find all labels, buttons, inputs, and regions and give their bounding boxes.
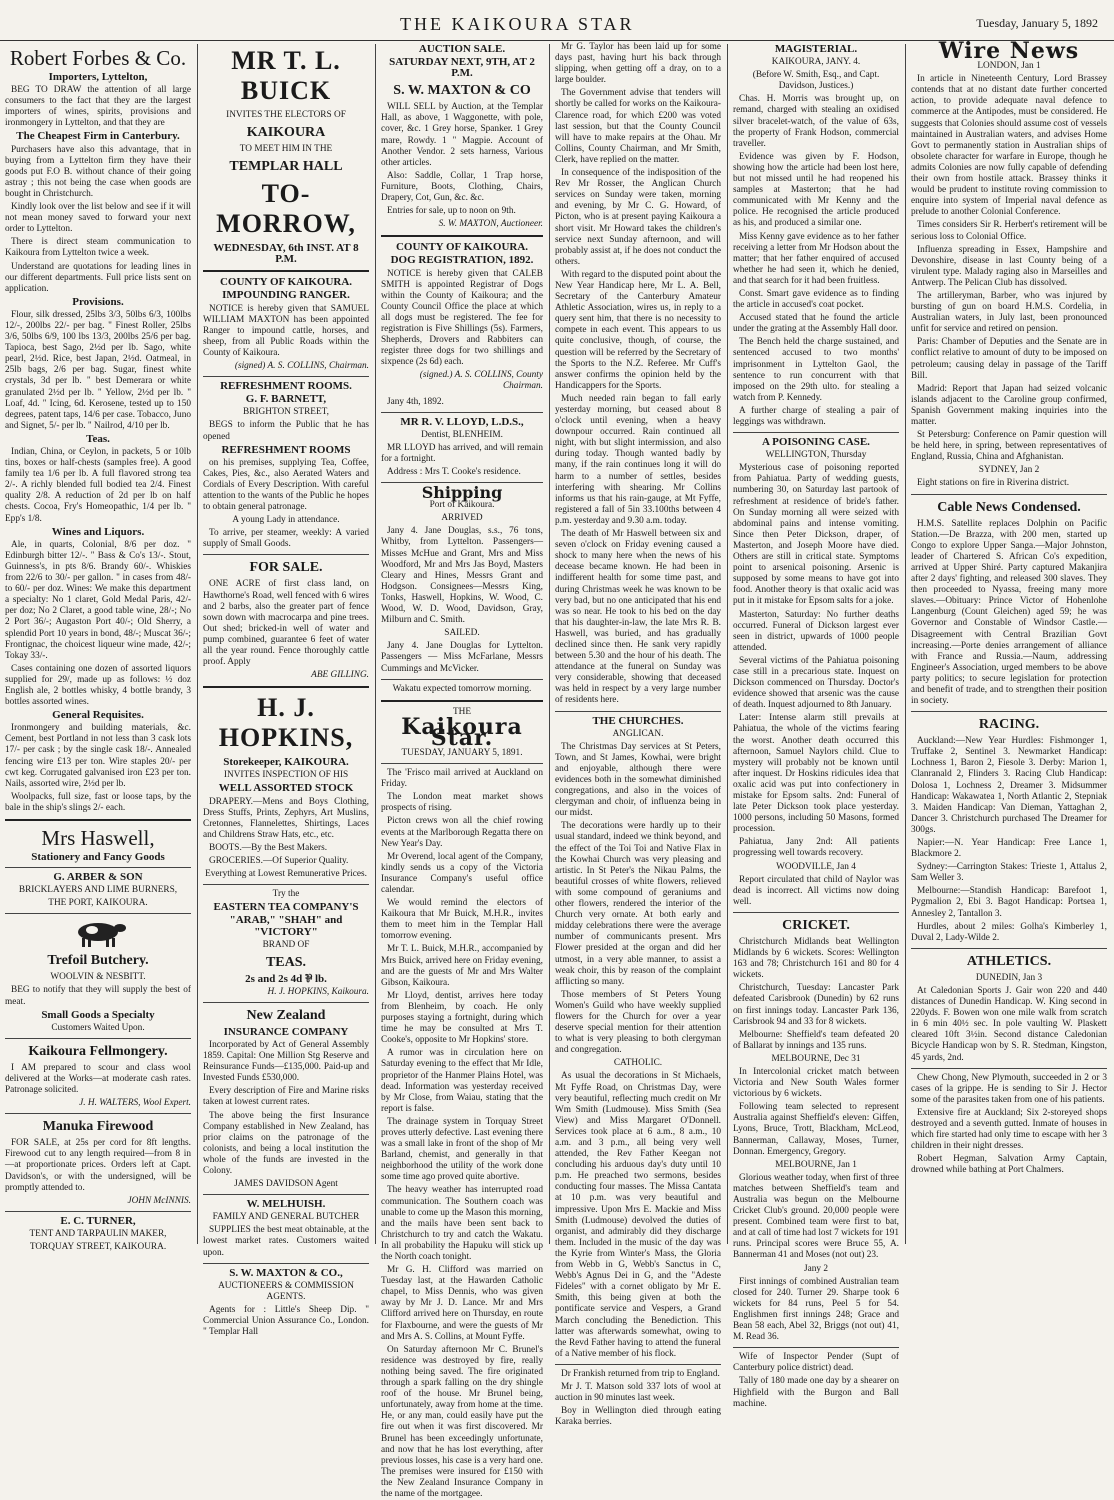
- poisoning-text: Several victims of the Pahiatua poisoning case still in a precarious state. Inquest on Dickson commenced on Thursday. Doctor's evidence showed that arsenic was the cause of death. Inquest adjourned to 8th January.: [733, 655, 899, 711]
- poisoning-subtitle: WELLINGTON, Thursday: [765, 450, 867, 461]
- ad-hopkins-heading: WELL ASSORTED STOCK: [218, 782, 354, 795]
- ad-forbes-heading: The Cheapest Firm in Canterbury.: [16, 130, 180, 143]
- wire-news-item: Madrid: Report that Japan had seized volcanic islands adjacent to the Caroline group confirmed, Spanish Government making inquiries into the matter.: [911, 383, 1107, 427]
- divider: [555, 1364, 721, 1365]
- divider: [381, 412, 543, 413]
- ad-buick-text: INVITES THE ELECTORS OF: [226, 110, 346, 120]
- ad-buick-place: KAIKOURA: [246, 125, 326, 141]
- news-item: The 'Frisco mail arrived at Auckland on Friday.: [381, 768, 543, 790]
- athletics-dateline: DUNEDIN, Jan 3: [975, 972, 1043, 983]
- magisterial-title: MAGISTERIAL.: [774, 43, 858, 55]
- ad-forbes-title: Robert Forbes & Co.: [9, 46, 187, 70]
- paper-title-the: THE: [452, 706, 472, 717]
- county-notice-title: COUNTY OF KAIKOURA.: [219, 276, 353, 289]
- divider: [203, 270, 369, 272]
- divider: [5, 913, 191, 914]
- cricket-dateline: Jany 2: [803, 1263, 828, 1274]
- poisoning-text: Pahiatua, Jany 2nd: All patients progressing well towards recovery.: [733, 837, 899, 859]
- column-4: [550, 42, 726, 1428]
- ad-fellmongery-text: I AM prepared to scour and class wool delivered at the Works—at moderate cash rates. Patronage solicited.: [5, 1062, 191, 1096]
- ad-turner-text: TORQUAY STREET, KAIKOURA.: [29, 1241, 167, 1252]
- ad-tea-heading: TEAS.: [265, 954, 307, 970]
- ad-hopkins-text: BOOTS.—By the Best Makers.: [209, 842, 328, 853]
- ad-refresh-text: on his premises, supplying Tea, Coffee, Cakes, Pies, &c., also Aerated Waters and Cordials of Every Description. With careful attention to the wants of the Public he hopes to obtain general patronage.: [203, 457, 369, 513]
- magisterial-text: Chas. H. Morris was brought up, on remand, charged with stealing an oxidised silver bracelet-watch, of the value of 63s, the property of Frank Hodson, commercial traveller.: [733, 94, 899, 149]
- dog-notice-date: Jany 4th, 1892.: [387, 396, 444, 407]
- dog-notice-text: NOTICE is hereby given that CALEB SMITH is appointed Registrar of Dogs within the County of Kaikoura; and the County Council Office the place at which all dogs must be registered. The fee for registration is Five Shillings (5s). Farmers, Shepherds, Drovers and Rabbiters can register three dogs for two shillings and sixpence (2s 6d) each.: [381, 268, 543, 368]
- ad-maxton-title: S. W. MAXTON & CO.,: [229, 1266, 343, 1279]
- cricket-text: First innings of combined Australian team closed for 240. Turner 29. Sharpe took 6 wickets for 84 runs, Peel 5 for 54. Englishmen first innings 248; Grace and Bean 58 each, Abel 32, Briggs (not out) 41, M. Read 36.: [733, 1276, 899, 1343]
- divider: [5, 867, 191, 868]
- auction-auctioneer: S. W. MAXTON & CO: [393, 83, 531, 99]
- news-item: In consequence of the indisposition of the Rev Mr Rosser, the Anglican Church services on Sunday were taken, morning and evening, by Mr C. G. Howard, of Picton, who is at present paying Kaikoura a short visit. Mr Howard takes the children's service next Sunday afternoon, and will probably assist at, if he does not conduct the others.: [555, 168, 721, 267]
- ad-trefoil-text: Customers Waited Upon.: [51, 1022, 145, 1033]
- cable-news-title: Cable News Condensed.: [937, 499, 1081, 515]
- cricket-text: Glorious weather today, when first of three matches between Sheffield's team and Australia was begun on the Melbourne Cricket Club's ground. 20,000 people were present. Combined team were first to bat, and at call of time had lost 7 wickets for 191 runs. Principal scores were Bruce 55, A. Bannerman 41 and Moses (not out) 23.: [733, 1172, 899, 1261]
- churches-title: THE CHURCHES.: [592, 714, 684, 727]
- column-6: [906, 38, 1112, 1247]
- cricket-title: CRICKET.: [782, 917, 850, 933]
- ad-insurance-text: Every description of Fire and Marine risks taken at lowest current rates.: [203, 1086, 369, 1108]
- ad-sale-signature: ABE GILLING.: [311, 670, 369, 681]
- ad-tea-signature: H. J. HOPKINS, Kaikoura.: [267, 986, 369, 997]
- ad-forbes-price-list: Ale, in quarts, Colonial, 8/6 per doz. " Edinburgh bitter 12/-. " Bass & Co's 13/-. Stout, Guinness's, in pts 8/6. Brandy 60/-. Whiskies from 22/6 to 30/- per gallon. " in cases from 48/- to 60/- per doz. Wines: We make this department a specialty: No 1 claret, Gold Medal Paris, 42/- per doz; No 2 Claret, a good table wine, 28/-; No 2 Port 36/-; Augaston Port 40/-; Old Sherry, a splendid Port 10 years in bond, 48/-; Muscat 36/-; Frontignac, the choicest liqueur wine made, 42/-; Tokay 33/-.: [5, 539, 191, 661]
- racing-text: Sydney:—Carrington Stakes: Trieste 1, Attalus 2, Sam Weller 3.: [911, 862, 1107, 884]
- cricket-text: Christchurch, Tuesday: Lancaster Park defeated Carisbrook (Dunedin) by 62 runs on first innings today. Lancaster Park 136, Carisbrook 94 and 33 for 8 wickets.: [733, 983, 899, 1027]
- wire-news-item: Paris: Chamber of Deputies and the Senate are in conflict relative to amount of duty to be imposed on petroleum; causing delay in passage of the Tariff Bill.: [911, 337, 1107, 381]
- masthead: [0, 0, 1114, 41]
- divider: [911, 494, 1107, 495]
- ad-buick-text: TO MEET HIM IN THE: [239, 144, 333, 155]
- ad-trefoil-heading: Small Goods a Specialty: [41, 1008, 155, 1021]
- cable-news-text: H.M.S. Satellite replaces Dolphin on Pacific Station.—De Brazza, with 200 men, started up Congo to explore Upper Sanga.—Major Johnston, leader of Chartered S. African Co's expedition, arrived at Upper Shiré. Party captured Makanjira after 2 days' fighting, and released 300 slaves. They then proceeded to Nyassa, freeing many more slaves.—Obituary: Prince Victor of Hohenlohe Langenburg (Count Gleichen) aged 59; he was Governor and Constable of Windsor Castle.—Disagreement with Central Brazilian Govt increasing.—Porte denies arrangement of alliance with France and Russia.—Naum, addressing Engineer's Association, urged members to be above party politics; to secure legislation for protection and benefit of trade, and to strengthen their position in society.: [911, 518, 1107, 707]
- news-item: Dr Frankish returned from trip to England.: [561, 1368, 720, 1379]
- news-item: We would remind the electors of Kaikoura that Mr Buick, M.H.R., invites them to meet him in the Templar Hall tomorrow evening.: [381, 898, 543, 942]
- magisterial-text: Const. Smart gave evidence as to finding the article in accused's coat pocket.: [733, 288, 899, 311]
- county-notice-subtitle: IMPOUNDING RANGER.: [222, 289, 350, 302]
- divider: [733, 912, 899, 913]
- cricket-text: Christchurch Midlands beat Wellington Midlands by 6 wickets. Scores: Wellington 163 and 78; Christchurch 161 and 80 for 4 wickets.: [733, 936, 899, 981]
- ad-forbes-price-list: Ironmongery and building materials, &c. Cement, best Portland in not less than 3 cask lots 17/- per cask ; by the single cask 18/-. Annealed fencing wire £13 per ton. Wire staples 20/- per cwt keg. Corrugated galvanised iron £23 per ton. Nails, assorted wire, 2½d per lb.: [5, 723, 191, 789]
- ad-tea-brands: "ARAB," "SHAH" and "VICTORY": [229, 914, 343, 938]
- news-item: Tally of 180 made one day by a shearer on Highfield with the Burgon and Ball machine.: [733, 1376, 899, 1409]
- news-item: With regard to the disputed point about the New Year Handicap here, Mr L. A. Bell, Secretary of the Canterbury Amateur Athletic Association, wires us, in reply to a query sent him, that there is no necessity to compete in each event. This appears to us quite conclusive, though, of course, the question will be referred by the Secretary of the Sports to the N.Z. Referee. Mr Cuff's answer confirms the opinion held by the Handicappers for the Sports.: [555, 269, 721, 391]
- ad-refresh-text: A young Lady in attendance.: [232, 515, 340, 526]
- wire-news-dateline: SYDNEY, Jan 2: [978, 465, 1040, 476]
- wire-news-title: Wire News: [938, 38, 1080, 64]
- cow-illustration: [68, 918, 128, 948]
- wire-news-item: In article in Nineteenth Century, Lord Brassey contends that at no distant date further concerted action, to provide adequate naval defence to commerce at the Antipodes, must be considered. He suggests that Colonies should assume cost of vessels maintained in Australian waters, and advises Home Govt to permanently station in Australian ships of obsolete character for warfare in Europe, though he admits Colonies are now fully capable of defending their own from hostile attack. Brassey thinks it would be prudent to institute roving commission to enquire into system of Imperial naval defence as prelude to another Colonial Conference.: [911, 74, 1107, 218]
- shipping-subtitle: Port of Kaikoura.: [429, 500, 495, 511]
- cricket-dateline: MELBOURNE, Dec 31: [771, 1053, 861, 1064]
- ad-hopkins-text: DRAPERY.—Mens and Boys Clothing, Dress Stuffs, Prints, Zephyrs, Art Muslins, Cretonnes, Flannelettes, Shirtings, Laces and Childrens Straw Hats, etc., etc.: [203, 796, 369, 840]
- auction-title: AUCTION SALE.: [418, 43, 506, 55]
- ad-firewood-text: FOR SALE, at 25s per cord for 8ft lengths. Firewood cut to any length required—from 8 in —at proportionate prices. Orders left at Capt. Davidson's, or with the undersigned, will be promptly attended to.: [5, 1138, 191, 1193]
- ad-lloyd-text: MR LLOYD has arrived, and will remain for a fortnight.: [381, 442, 543, 464]
- news-item: The London meat market shows prospects of rising.: [381, 792, 543, 814]
- shipping-note: Wakatu expected tomorrow morning.: [392, 683, 532, 694]
- divider: [381, 679, 543, 680]
- news-item: The heavy weather has interrupted road communication. The Southern coach was unable to come up the Mason this morning, and the mails have been sent back to Christchurch to try and catch the Wakatu. In all probability the Hapuku will stick up the North coach tonight.: [381, 1185, 543, 1262]
- news-item: Mr Overend, local agent of the Company, kindly sends us a copy of the Victoria Insurance Company's useful office calendar.: [381, 851, 543, 895]
- news-item: Picton crews won all the chief rowing events at the Marlborough Regatta there on New Year's Day.: [381, 816, 543, 849]
- shipping-heading: SAILED.: [444, 628, 480, 639]
- churches-text: As usual the decorations in St Michaels, Mt Fyffe Road, on Christmas Day, were very beautiful, reflecting much credit on Mr Wm Smith (Ludmouse). Miss Smith (Sea View) and Miss Margaret O'Donnell. Services took place at 6 a.m., 8 a.m., 10 a.m. and 3 p.m., all being very well attended, the Rev Father Keegan not concluding his arduous day's duty until 10 p.m. He preached two sermons, besides conducting four masses. The Missa Cantata at 10 p.m. was very beautiful and impressive. Upon Mrs E. Mackie and Miss Smith (Ludmouse) devolved the duties of organist, and admirably did they discharge them. Included in the music of the day was the Kyrie from Winter's Mass, the Gloria from Webb in G, Webb's Sanctus in C, Webb's Agnus Dei in G, and the "Adeste Fideles" with a cornet obligato by Mr E. Smith, this being given at both the pontificate service and Vespers, a Grand March concluding the Benediction. This latter was afterwards somewhat, owing to the Revd Father having to attend the funeral of a Native member of his flock.: [555, 1071, 721, 1359]
- ad-tea-text: BRAND OF: [262, 939, 310, 950]
- ad-arber-text: THE PORT, KAIKOURA.: [48, 898, 148, 909]
- ad-fellmongery-title: Kaikoura Fellmongery.: [28, 1043, 168, 1059]
- divider: [203, 554, 369, 555]
- shipping-text: Jany 4. Jane Douglas for Lyttelton. Passengers — Miss McFarlane, Messrs Cummings and McVicker.: [381, 641, 543, 674]
- ad-insurance-title: New Zealand: [246, 1007, 326, 1023]
- racing-text: Hurdles, about 2 miles: Golha's Kimberley 1, Duval 2, Lady-Wilde 2.: [911, 921, 1107, 943]
- divider: [203, 686, 369, 688]
- ad-buick-hall: TEMPLAR HALL: [229, 159, 343, 175]
- poisoning-text: Later: Intense alarm still prevails at Pahiatua, the whole of the victims fearing the worst. Another death occurred this afternoon, Samuel Naylors child. Clue to mystery will probably not be known until after inquest. Dr Hoskins ridicules idea that oxalic acid was put into confectionery in mistake for Epsom salts. 2nd: Funeral of late Peter Dickson took place yesterday. 1000 persons, including 50 Masons, formed procession.: [733, 713, 899, 835]
- ad-forbes-price-list: Flour, silk dressed, 25lbs 3/3, 50lbs 6/3, 100lbs 12/-, 200lbs 22/- per bag. " Finest Roller, 25lbs 3/6, 50lbs 6/9, 100 lbs 13/3, 200lbs 25/6 per bag. Tapioca, best Sago, 2½d per lb. Sago, white pearl, 2½d. Rice, best Japan, 2½d. Oatmeal, in 25lb bags, 2/6 per bag. Sugar, finest white crystals, 3d per lb. " best Demerara or white granulated 2½d per lb. " Yellow, 2½d per lb. " Loaf, 4d. " Icing, 6d. Kerosene, tested up to 150 degrees, patent taps, 14/6 per case. Tobacco, Juno and Signet, 5/- per lb. " Nailrod, 4/10 per lb.: [5, 309, 191, 431]
- ad-forbes-subtitle: Importers, Lyttelton,: [48, 71, 148, 83]
- ad-tea-company: EASTERN TEA COMPANY'S: [213, 901, 359, 914]
- poisoning-dateline: WOODVILLE, Jan 4: [776, 861, 856, 872]
- ad-lloyd-subtitle: Dentist, BLENHEIM.: [421, 429, 503, 440]
- news-item: Robert Hegman, Salvation Army Captain, drowned while bathing at Port Chalmers.: [911, 1154, 1107, 1176]
- poisoning-text: Report circulated that child of Naylor was dead is incorrect. All victims now doing well.: [733, 874, 899, 907]
- column-1: [0, 42, 196, 1252]
- divider: [203, 884, 369, 885]
- ad-buick-date: WEDNESDAY, 6th INST. AT 8 P.M.: [213, 242, 359, 266]
- wire-news-item: Times considers Sir R. Herbert's retirement will be serious loss to Colonial Office.: [911, 220, 1107, 242]
- poisoning-text: Masterton, Saturday: No further deaths occurred. Funeral of Dickson largest ever seen in district, upwards of 1000 people attended.: [733, 609, 899, 653]
- racing-title: RACING.: [978, 717, 1040, 733]
- ad-refresh-text: BEGS to inform the Public that he has opened: [203, 420, 369, 442]
- news-item: Mr G. Taylor has been laid up for some days past, having hurt his back through slipping, when getting off a dray, on to a large boulder.: [555, 42, 721, 86]
- ad-forbes-text: Understand are quotations for leading lines in our different departments. Full price lists sent on application.: [5, 261, 191, 294]
- poisoning-title: A POISONING CASE.: [762, 436, 870, 449]
- churches-heading: ANGLICAN.: [612, 728, 664, 739]
- magisterial-bench: (Before W. Smith, Esq., and Capt. Davidson, Justices.): [752, 70, 880, 92]
- divider: [911, 711, 1107, 712]
- column-2: [198, 42, 374, 1338]
- ad-hopkins-title: H. J. HOPKINS,: [218, 693, 354, 753]
- ad-buick-title: MR T. L. BUICK: [231, 46, 341, 105]
- ad-turner-title: E. C. TURNER,: [60, 1214, 136, 1227]
- churches-heading: CATHOLIC.: [613, 1058, 663, 1069]
- ad-haswell-title: Mrs Haswell,: [41, 826, 155, 850]
- wire-news-item: St Petersburg: Conference on Pamir question will be held here, in spring, between representatives of England, Russia, China and Afghanistan.: [911, 430, 1107, 463]
- news-item: The death of Mr Haswell between six and seven o'clock on Friday evening caused a shock to many here when the news of his decease became known. He had been in indifferent health for some time past, and during Christmas week he was known to be very bad, but no one anticipated that his end was so near. He took to his bed on the day that his daughter-in-law, the late Mrs R. B. Haswell, was buried, and has gradually declined since then. He sank very rapidly between 5.30 and the hour of his death. The attendance at the funeral on Sunday was very considerable, showing that deceased was held in respect by a very large number of residents here.: [555, 529, 721, 706]
- county-notice-text: NOTICE is hereby given that SAMUEL WILLIAM MAXTON has been appointed Ranger to impound cattle, horses, and sheep, from all Public Roads within the County of Kaikoura.: [203, 303, 369, 358]
- magisterial-text: A further charge of stealing a pair of leggings was withdrawn.: [733, 405, 899, 427]
- wire-news-dateline: LONDON, Jan 1: [977, 61, 1041, 72]
- ad-forbes-text: Cases containing one dozen of assorted liquors supplied for 29/, made up as follows: ½ doz English ale, 2 bottles whisky, 4 bottle brandy, 3 bottles assorted wines.: [5, 663, 191, 708]
- divider: [203, 376, 369, 377]
- news-item: The drainage system in Torquay Street proves utterly defective. Last evening there was a small lake in front of the shop of Mr Barland, chemist, and generally in that neighborhood the utility of the work done some time ago proved quite abortive.: [381, 1116, 543, 1183]
- ad-maxton-text: Agents for : Little's Sheep Dip. " Commercial Union Assurance Co., London. " Templar Hall: [203, 1304, 369, 1338]
- newspaper-title: THE KAIKOURA STAR: [400, 14, 635, 34]
- ad-forbes-heading: Provisions.: [72, 295, 124, 308]
- ad-insurance-text: The above being the first Insurance Company established in New Zealand, has prior claims on the patronage of the colonists, and being a local institution the whole of the funds are invested in the Colony.: [203, 1110, 369, 1176]
- column-3: [376, 42, 548, 1499]
- divider: [381, 763, 543, 764]
- ad-forbes-price-list: Indian, China, or Ceylon, in packets, 5 or 10lb tins, boxes or half-chests (samples free). A good family tea 1/6 per lb. A full flavored strong tea 2/-. A richly blended full bodied tea 2/4. Finest quality 2/8. A reduction of 2d per lb on half chests. Cocoa, Fry's Homeopathic, 1/4 per lb. " Epp's 1/8.: [5, 447, 191, 524]
- ad-lloyd-text: Address : Mrs T. Cooke's residence.: [387, 467, 521, 477]
- news-item: Mr J. T. Matson sold 337 lots of wool at auction in 90 minutes last week.: [555, 1381, 721, 1404]
- ad-insurance-agent: JAMES DAVIDSON Agent: [234, 1179, 338, 1190]
- dog-notice-subtitle: DOG REGISTRATION, 1892.: [390, 254, 534, 267]
- cricket-text: Melbourne: Sheffield's team defeated 20 of Ballarat by innings and 135 runs.: [733, 1029, 899, 1051]
- ad-tea-text: Try the: [272, 889, 300, 900]
- ad-hopkins-text: Everything at Lowest Remunerative Prices.: [205, 869, 367, 880]
- shipping-title: Shipping: [421, 483, 503, 503]
- issue-date: Tuesday, January 5, 1892: [976, 16, 1098, 30]
- cricket-text: Following team selected to represent Australia against Sheffield's eleven: Giffen, Lyons, Bruce, Trott, Blackham, McLeod, Bannerman, Callaway, Moses, Turner, Donnan. Emergency, Gregory.: [733, 1102, 899, 1157]
- ad-refresh-street: BRIGHTON STREET,: [243, 407, 329, 418]
- shipping-text: Jany 4. Jane Douglas, s.s., 76 tons, Whitby, from Lyttelton. Passengers—Misses McHue and Grant, Mrs and Miss Woodford, Mr and Mrs Jas Boyd, Masters Cleary and Hines, Messrs Grant and Hodgson. Consignees—Messrs King, Tonks, Haswell, Hopkins, W. Wood, C. Wood, W. D. Wood, Davidson, Gray, Milburn and C. Smith.: [381, 526, 543, 626]
- ad-buick-when: TO-MORROW,: [216, 179, 356, 239]
- magisterial-subtitle: KAIKOURA, JANY. 4.: [771, 57, 861, 68]
- ad-hopkins-subtitle: Storekeeper, KAIKOURA.: [223, 756, 349, 769]
- ad-turner-text: TENT AND TARPAULIN MAKER,: [29, 1228, 167, 1239]
- news-item: Mr T. L. Buick, M.H.R., accompanied by Mrs Buick, arrived here on Friday evening, and are the guests of Mr and Mrs Walter Gibson, Kaikoura.: [381, 944, 543, 988]
- churches-text: The decorations were hardly up to their usual standard, indeed we think beyond, and the effect of the Toi Toi and Native Flax in the Kowhai Church was very pleasing and artistic. In St Peter's the Nikau Palms, the beautiful crosses of white flowers, relieved with some compound of geraniums and other flowers, rendered the interior of the Church very ornate. At both early and midday celebrations there were the average number of communicants present. Mrs Flower presided at the organ and did her utmost, in a very able manner, to assist a weak choir, this by reason of the complaint afflicting so many.: [555, 821, 721, 987]
- news-item: Boy in Wellington died through eating Karaka berries.: [555, 1406, 721, 1428]
- news-item: The Government advise that tenders will shortly be called for works on the Kaikoura-Clarence road, for which £200 was voted last session, but that the County Council will have to make repairs at the Ohau. Mr Collins, County Chairman, and Mr Smith, Clerk, have replied on the matter.: [555, 88, 721, 165]
- divider: [381, 235, 543, 237]
- ad-lloyd-title: MR R. V. LLOYD, L.D.S.,: [400, 415, 524, 428]
- news-item: Chew Chong, New Plymouth, succeeded in 2 or 3 cases of la grippe. He is sending to Sir J. Hector some of the parasites taken from one of his patients.: [911, 1072, 1107, 1105]
- news-item: Much needed rain began to fall early yesterday morning, but ceased about 8 o'clock until evening, when a heavy downpour occurred. Rain continued all night, with but slight intermission, and also during today. Though wanted badly by many, if the rain continues long it will do harm to a number of settles, besides interfering with shearing. Mr Collins informs us that his rain-gauge, at Mt Fyffe, registered a fall of 5in 33.100ths between 4 p.m. yesterday and 9.30 a.m. today.: [555, 393, 721, 526]
- wire-news-item: The artilleryman, Barber, who was injured by bursting of gun on board H.M.S. Cordelia, in Australian waters, in July last, been pronounced unfit for service and retired on pension.: [911, 290, 1107, 335]
- divider: [911, 1068, 1107, 1069]
- ad-refresh-name: G. F. BARNETT,: [245, 393, 327, 406]
- cricket-dateline: MELBOURNE, Jan 1: [775, 1159, 857, 1170]
- ad-melhuish-text: SUPPLIES the best meat obtainable, at the lowest market rates. Customers waited upon.: [203, 1225, 369, 1258]
- ad-haswell-subtitle: Stationery and Fancy Goods: [31, 851, 165, 863]
- divider: [5, 1113, 191, 1114]
- ad-trefoil-title: Trefoil Butchery.: [47, 953, 149, 969]
- ad-forbes-heading: Teas.: [86, 432, 110, 445]
- ad-refresh-title: REFRESHMENT ROOMS.: [220, 380, 352, 393]
- ad-forbes-text: Purchasers have also this advantage, that in buying from a Lyttelton firm they have their goods put F.O B. without chance of their going astray ; this not being the case when goods are bought in Christchurch.: [5, 144, 191, 199]
- ad-refresh-heading: REFRESHMENT ROOMS: [221, 443, 351, 456]
- ad-refresh-text: To arrive, per steamer, weekly: A varied supply of Small Goods.: [203, 528, 369, 550]
- divider: [5, 1211, 191, 1212]
- ad-arber-title: G. ARBER & SON: [53, 871, 143, 884]
- ad-forbes-heading: Wines and Liquors.: [51, 525, 145, 538]
- ad-firewood-signature: JOHN McINNIS.: [127, 1195, 191, 1206]
- divider: [555, 711, 721, 712]
- auction-subtitle: SATURDAY NEXT, 9TH, AT 2 P.M.: [389, 56, 535, 80]
- racing-text: Napier:—N. Year Handicap: Free Lance 1, Blackmore 2.: [911, 838, 1107, 860]
- athletics-title: ATHLETICS.: [966, 953, 1052, 969]
- divider: [203, 1194, 369, 1195]
- ad-forbes-text: Kindly look over the list below and see if it will not mean money saved to forward your next order to Lyttelton.: [5, 202, 191, 235]
- divider: [381, 700, 543, 702]
- poisoning-text: Mysterious case of poisoning reported from Pahiatua. Party of wedding guests, numbering 30, on Saturday last partook of refreshment at residence of bride's father. On Sunday morning all were seized with abdominal pains and intense vomiting. Since then Peter Dickson, draper, of Masterton, and Joseph Moore have died. Others are still in critical state. Symptoms point to arsenical poisoning. Arsenic is supposed by some means to have got into food. Another theory is that oxalic acid was put in it mistake for Epsom salts for a joke.: [733, 463, 899, 607]
- ad-insurance-text: Incorporated by Act of General Assembly 1859. Capital: One Million Stg Reserve and Reinsurance Funds—£135,000. Paid-up and Invested Funds £530,000.: [203, 1039, 369, 1084]
- ad-melhuish-title: W. MELHUISH.: [246, 1198, 326, 1211]
- divider: [733, 1347, 899, 1348]
- churches-text: Those members of St Peters Young Women's Guild who have weekly supplied flowers for the Church for over a year deserve special mention for their attention to what is very pleasing to both clergyman and congregation.: [555, 989, 721, 1056]
- news-item: On Saturday afternoon Mr C. Brunel's residence was destroyed by fire, really nothing being saved. The fire originated through a spark falling on the dry shingle roof of the house. Mr Brunel being, unfortunately, away from home at the time. He, or any man, could easily have put the fire out when it was first discovered. Mr Brunel has been exceedingly unfortunate, and now that he has lost everything, after previous losses, his case is a very hard one. The premises were insured for £150 with the New Zealand Insurance Company in the name of the mortgagee.: [381, 1344, 543, 1499]
- ad-forbes-text: Woolpacks, full size, fast or loose taps, by the bale in the ship's slings 2/- each.: [5, 791, 191, 813]
- magisterial-text: Miss Kenny gave evidence as to her father receiving a letter from Mr Hodson about the matter; that her father enquired of accused whether he had seen it, which he denied, and that search for it had been fruitless.: [733, 231, 899, 286]
- divider: [733, 432, 899, 433]
- wire-news-item: Eight stations on fire in Riverina district.: [917, 478, 1070, 489]
- ad-tea-price: 2s and 2s 4d ⅌ lb.: [245, 972, 327, 985]
- news-item: Wife of Inspector Pender (Supt of Canterbury police district) dead.: [733, 1352, 899, 1374]
- ad-arber-text: BRICKLAYERS AND LIME BURNERS,: [18, 885, 178, 896]
- magisterial-text: Accused stated that he found the article under the grating at the Assembly Hall door.: [733, 313, 899, 335]
- news-item: Extensive fire at Auckland; Six 2-storeyed shops destroyed and a seventh gutted. Inmate of houses in which fire started had only time to escape with her 3 children in their night dresses.: [911, 1107, 1107, 1152]
- athletics-text: At Caledonian Sports J. Gair won 220 and 440 distances of Dunedin Handicap. W. King second in 220yds. F. Bowen won one mile walk from scratch in 6 min 40½ sec. In pole vaulting W. Plaskett cleared 10ft 3½in. Second distance Caledonian Bicycle Handicap won by S. R. Stedman, Kingston, 45 yards, 2nd.: [911, 985, 1107, 1063]
- ad-melhuish-subtitle: FAMILY AND GENERAL BUTCHER: [212, 1212, 360, 1223]
- ad-sale-title: FOR SALE.: [249, 560, 323, 576]
- churches-text: The Christmas Day services at St Peters, Town, and St James, Kowhai, were bright and enjoyable, although there were evidences both in the somewhat diminished congregations, and also in the voices of clergyman and choir, of influenza being in our midst.: [555, 741, 721, 819]
- news-item: Mr Lloyd, dentist, arrives here today from Blenheim, by coach. He only purposes staying a fortnight, during which time he may be consulted at Mrs T. Cooke's, opposite to Mr Hopkins' store.: [381, 990, 543, 1046]
- divider: [203, 1002, 369, 1003]
- racing-text: Melbourne:—Standish Handicap: Barefoot 1, Pygmalion 2, Ebi 3. Bagot Handicap: Portsea 1, Annesley 2, Tantallon 3.: [911, 886, 1107, 919]
- racing-text: Auckland:—New Year Hurdles: Fishmonger 1, Truffake 2, Sentinel 3. Newmarket Handicap: Lochness 1, Baron 2, Fiesole 3. Derby: Marion 1, Clanranald 2, Flinders 3. Racing Club Handicap: Dolosa 1, Lochness 2, Dreamer 3. Midsummer Handicap: Wakawatea 1, North Atlantic 2, Stepniak 3. Maiden Handicap: Van Dieman, Yattaghan 2, Dancer 3. Christchurch purchased The Dreamer for 300gs.: [911, 736, 1107, 835]
- dog-notice-title: COUNTY OF KAIKOURA.: [395, 241, 529, 254]
- county-notice-signature: (signed) A. S. COLLINS, Chairman.: [234, 361, 369, 372]
- ad-forbes-text: BEG TO DRAW the attention of all large consumers to the fact that they are the largest importers of wines, spirits, provisions and ironmongery in Lyttelton, and that they are: [5, 85, 191, 129]
- divider: [203, 1263, 369, 1264]
- paper-date: TUESDAY, JANUARY 5, 1891.: [401, 747, 523, 758]
- shipping-heading: ARRIVED: [441, 513, 483, 524]
- ad-trefoil-subtitle: WOOLVIN & NESBITT.: [50, 972, 146, 983]
- ad-sale-text: ONE ACRE of first class land, on Hawthorne's Road, well fenced with 6 wires and 2 barbs, also the greater part of fence sown down with macrocarpa and pine trees. Out shed; bricked-in well of water and pump combined, guarantee 6 feet of water all the year round. Fence thoroughly cattle proof. Apply: [203, 579, 369, 668]
- dog-notice-signature: (signed.) A. S. COLLINS, County Chairman.: [419, 370, 543, 392]
- ad-hopkins-text: INVITES INSPECTION OF HIS: [223, 770, 349, 781]
- ad-trefoil-text: BEG to notify that they will supply the best of meat.: [5, 985, 191, 1007]
- ad-firewood-title: Manuka Firewood: [42, 1119, 154, 1135]
- ad-forbes-text: There is direct steam communication to Kaikoura from Lyttelton twice a week.: [5, 237, 191, 259]
- paper-title: Kaikoura Star.: [401, 713, 523, 751]
- auction-text: Entries for sale, up to noon on 9th.: [387, 206, 516, 217]
- cricket-text: In Intercolonial cricket match between Victoria and New South Wales former victorious by 6 wickets.: [733, 1066, 899, 1100]
- magisterial-text: The Bench held the charge sustained, and sentenced accused to two months' imprisonment in Lyttelton Gaol, the sentence to run concurrent with that imposed on the 29th ulto. for stealing a watch from P. Kennedy.: [733, 337, 899, 403]
- divider: [5, 1038, 191, 1039]
- ad-fellmongery-signature: J. H. WALTERS, Wool Expert.: [79, 1098, 191, 1109]
- auction-text: Also: Saddle, Collar, 1 Trap horse, Furniture, Boots, Clothing, Chairs, Drapery, Cot, Gun, &c. &c.: [381, 170, 543, 204]
- auction-text: WILL SELL by Auction, at the Templar Hall, as above, 1 Waggonette, with pole, cover, &c. 1 Grey horse, Spanker. 1 Grey mare, Rowdy. 1 " Magpie. Account of Another Vendor. 2 sets harness, Various other articles.: [381, 102, 543, 168]
- wire-news-item: Influenza spreading in Essex, Hampshire and Devonshire, disease in last County being of a virulent type. Malady raging also in Marseilles and Antwerp. The Pelican Club has dissolved.: [911, 244, 1107, 288]
- divider: [5, 819, 191, 821]
- ad-maxton-subtitle: AUCTIONEERS & COMMISSION AGENTS.: [218, 1280, 354, 1302]
- column-5: [728, 42, 904, 1409]
- ad-forbes-heading: General Requisites.: [52, 709, 144, 722]
- news-item: Mr G. H. Clifford was married on Tuesday last, at the Hawarden Catholic chapel, to Miss Dennis, who was given away by Mr J. D. Lance. Mr and Mrs Clifford arrived here on Thursday, en route for Flaxbourne, and were the guests of Mr and Mrs A. S. Collins, at Mount Fyffe.: [381, 1265, 543, 1342]
- divider: [911, 948, 1107, 949]
- magisterial-text: Evidence was given by F. Hodson, showing how the article had been lost here, but not missed until he had reopened his samples at Masterton; that he had communicated with Mr Kenny and the police. He recognised the article produced as his, and produced a similar one.: [733, 151, 899, 229]
- ad-hopkins-text: GROCERIES.—Of Superior Quality.: [209, 856, 349, 867]
- ad-insurance-subtitle: INSURANCE COMPANY: [223, 1025, 349, 1038]
- auction-signature: S. W. MAXTON, Auctioneer.: [438, 219, 543, 230]
- news-item: A rumor was in circulation here on Saturday evening to the effect that Mr Idle, proprietor of the Hanmer Plains Hotel, was dead. Information was yesterday received by Mr Close, from Waiau, stating that the report is false.: [381, 1048, 543, 1114]
